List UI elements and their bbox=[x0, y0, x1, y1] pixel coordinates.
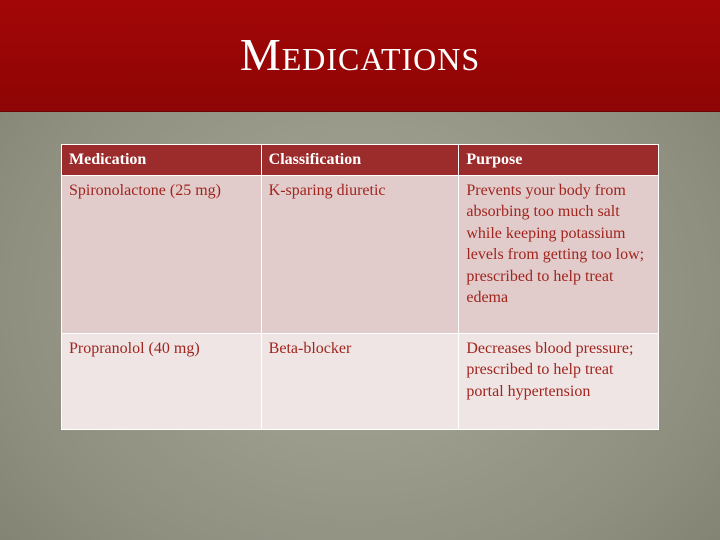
header-medication: Medication bbox=[62, 145, 262, 176]
medications-table bbox=[61, 144, 659, 430]
cell-medication: Propranolol (40 mg) bbox=[62, 333, 262, 429]
cell-purpose: Decreases blood pressure; prescribed to help treat portal hypertension bbox=[459, 333, 659, 429]
cell-classification: K-sparing diuretic bbox=[261, 175, 459, 333]
cell-medication: Spironolactone (25 mg) bbox=[62, 175, 262, 333]
header-classification: Classification bbox=[261, 145, 459, 176]
slide-title: Medications bbox=[239, 29, 481, 80]
cell-classification: Beta-blocker bbox=[261, 333, 459, 429]
table-row bbox=[62, 175, 659, 333]
table-header-row bbox=[62, 145, 659, 176]
table-row bbox=[62, 333, 659, 429]
cell-purpose: Prevents your body from absorbing too much salt while keeping potassium levels from getting too low; prescribed to help treat edema bbox=[459, 175, 659, 333]
header-purpose: Purpose bbox=[459, 145, 659, 176]
